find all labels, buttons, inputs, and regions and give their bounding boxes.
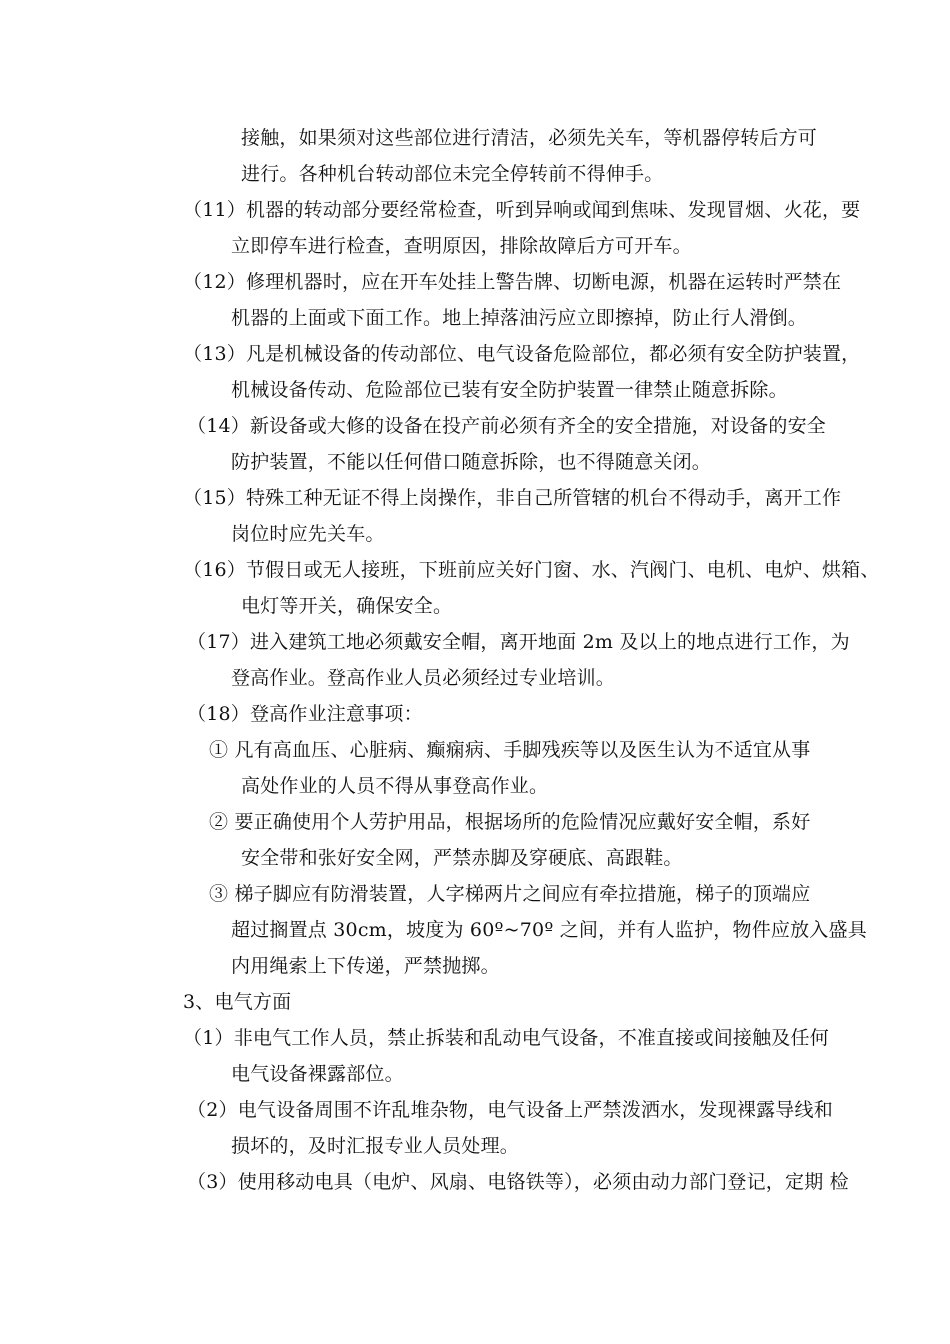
text-line: 接触，如果须对这些部位进行清洁，必须先关车，等机器停转后方可: [241, 127, 818, 149]
text-line: （11）机器的转动部分要经常检查，听到异响或闻到焦味、发现冒烟、火花，要: [183, 199, 861, 221]
text-line: （2）电气设备周围不许乱堆杂物，电气设备上严禁泼洒水，发现裸露导线和: [187, 1099, 833, 1121]
text-line: 进行。各种机台转动部位未完全停转前不得伸手。: [241, 163, 664, 185]
text-line: 立即停车进行检查，查明原因，排除故障后方可开车。: [231, 235, 692, 257]
text-line: （17）进入建筑工地必须戴安全帽，离开地面 2m 及以上的地点进行工作，为: [187, 631, 850, 653]
text-line: 防护装置，不能以任何借口随意拆除，也不得随意关闭。: [231, 451, 712, 473]
text-line: 超过搁置点 30cm，坡度为 60º~70º 之间，并有人监护，物件应放入盛具: [231, 919, 867, 941]
section-heading: 3、电气方面: [183, 991, 292, 1013]
text-line: （18）登高作业注意事项：: [187, 703, 423, 725]
text-line: 高处作业的人员不得从事登高作业。: [241, 775, 549, 797]
text-line: （16）节假日或无人接班，下班前应关好门窗、水、汽阀门、电机、电炉、烘箱、: [183, 559, 880, 581]
text-line: 岗位时应先关车。: [231, 523, 385, 545]
text-line: 电气设备裸露部位。: [231, 1063, 404, 1085]
text-line: 内用绳索上下传递，严禁抛掷。: [231, 955, 500, 977]
text-line: （1）非电气工作人员，禁止拆装和乱动电气设备，不准直接或间接触及任何: [183, 1027, 829, 1049]
text-line: 损坏的，及时汇报专业人员处理。: [231, 1135, 520, 1157]
text-line: （13）凡是机械设备的传动部位、电气设备危险部位，都必须有安全防护装置，: [183, 343, 861, 365]
text-line: 电灯等开关，确保安全。: [241, 595, 453, 617]
text-line: 登高作业。登高作业人员必须经过专业培训。: [231, 667, 616, 689]
text-line: 机械设备传动、危险部位已装有安全防护装置一律禁止随意拆除。: [231, 379, 788, 401]
text-line: ① 凡有高血压、心脏病、癫痫病、手脚残疾等以及医生认为不适宜从事: [209, 739, 811, 761]
text-line: ② 要正确使用个人劳护用品，根据场所的危险情况应戴好安全帽，系好: [209, 811, 811, 833]
text-line: 机器的上面或下面工作。地上掉落油污应立即擦掉，防止行人滑倒。: [231, 307, 808, 329]
text-line: （3）使用移动电具（电炉、风扇、电铬铁等），必须由动力部门登记，定期 检: [187, 1171, 849, 1193]
text-line: ③ 梯子脚应有防滑装置，人字梯两片之间应有牵拉措施，梯子的顶端应: [209, 883, 811, 905]
text-line: （15）特殊工种无证不得上岗操作，非自己所管辖的机台不得动手，离开工作: [183, 487, 842, 509]
text-line: （12）修理机器时，应在开车处挂上警告牌、切断电源，机器在运转时严禁在: [183, 271, 842, 293]
text-line: （14）新设备或大修的设备在投产前必须有齐全的安全措施，对设备的安全: [187, 415, 826, 437]
text-line: 安全带和张好安全网，严禁赤脚及穿硬底、高跟鞋。: [241, 847, 683, 869]
